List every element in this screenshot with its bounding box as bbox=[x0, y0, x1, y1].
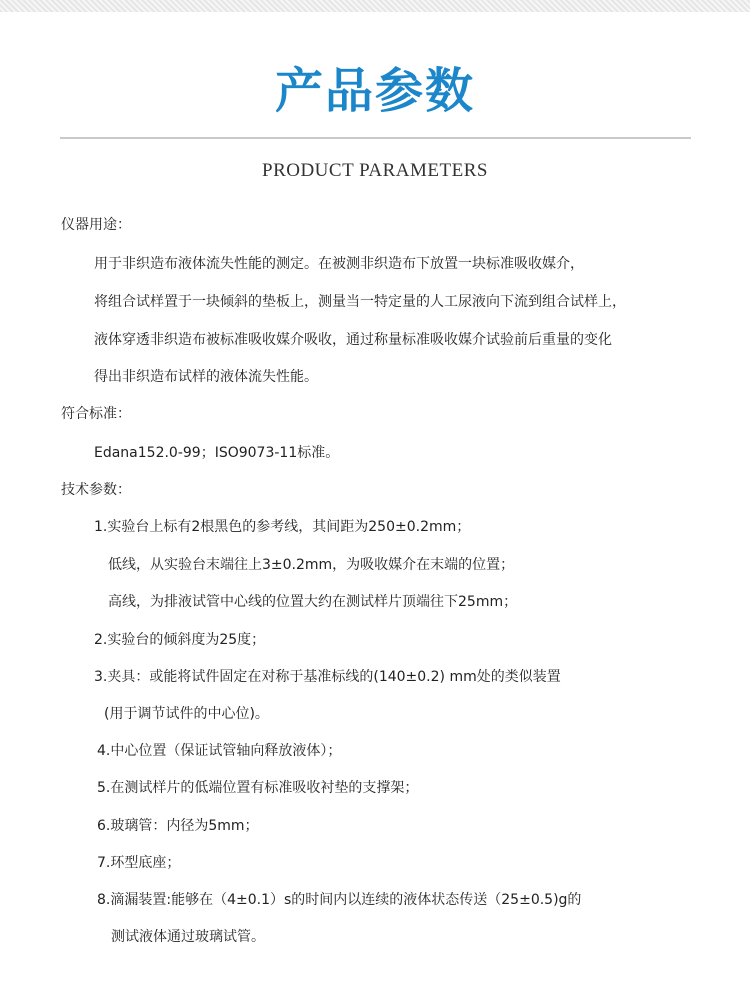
spec-line: (用于调节试件的中心位)。 bbox=[104, 706, 269, 722]
standard-heading: 符合标准： bbox=[61, 406, 131, 422]
spec-line: 7.环型底座； bbox=[97, 855, 181, 871]
spec-line: 6.玻璃管：内径为5mm； bbox=[97, 818, 259, 834]
spec-line: 1.实验台上标有2根黑色的参考线，其间距为250±0.2mm； bbox=[94, 519, 471, 535]
spec-line: 2.实验台的倾斜度为25度； bbox=[94, 632, 266, 648]
spec-line: 3.夹具：或能将试件固定在对称于基准标线的(140±0.2) mm处的类似装置 bbox=[94, 669, 561, 685]
title-divider bbox=[60, 137, 691, 139]
usage-line: 得出非织造布试样的液体流失性能。 bbox=[94, 369, 318, 385]
spec-line: 5.在测试样片的低端位置有标准吸收衬垫的支撑架； bbox=[97, 780, 419, 796]
usage-line: 将组合试样置于一块倾斜的垫板上，测量当一特定量的人工尿液向下流到组合试样上， bbox=[94, 294, 626, 310]
spec-line: 高线，为排液试管中心线的位置大约在测试样片顶端往下25mm； bbox=[108, 594, 518, 610]
usage-heading: 仪器用途： bbox=[61, 217, 131, 233]
page-subtitle: PRODUCT PARAMETERS bbox=[262, 160, 488, 181]
spec-line: 测试液体通过玻璃试管。 bbox=[111, 929, 265, 945]
usage-line: 用于非织造布液体流失性能的测定。在被测非织造布下放置一块标准吸收媒介， bbox=[94, 256, 584, 272]
spec-line: 低线，从实验台末端往上3±0.2mm，为吸收媒介在末端的位置； bbox=[108, 557, 515, 573]
top-pattern-strip bbox=[0, 0, 750, 12]
spec-line: 4.中心位置（保证试管轴向释放液体）； bbox=[97, 743, 342, 759]
spec-line: 8.滴漏装置:能够在（4±0.1）s的时间内以连续的液体状态传送（25±0.5)g的 bbox=[97, 892, 582, 908]
standard-text: Edana152.0-99；ISO9073-11标准。 bbox=[94, 445, 340, 461]
page-title: 产品参数 bbox=[274, 63, 475, 119]
usage-line: 液体穿透非织造布被标准吸收媒介吸收，通过称量标准吸收媒介试验前后重量的变化 bbox=[94, 332, 612, 348]
specs-heading: 技术参数： bbox=[61, 482, 131, 498]
